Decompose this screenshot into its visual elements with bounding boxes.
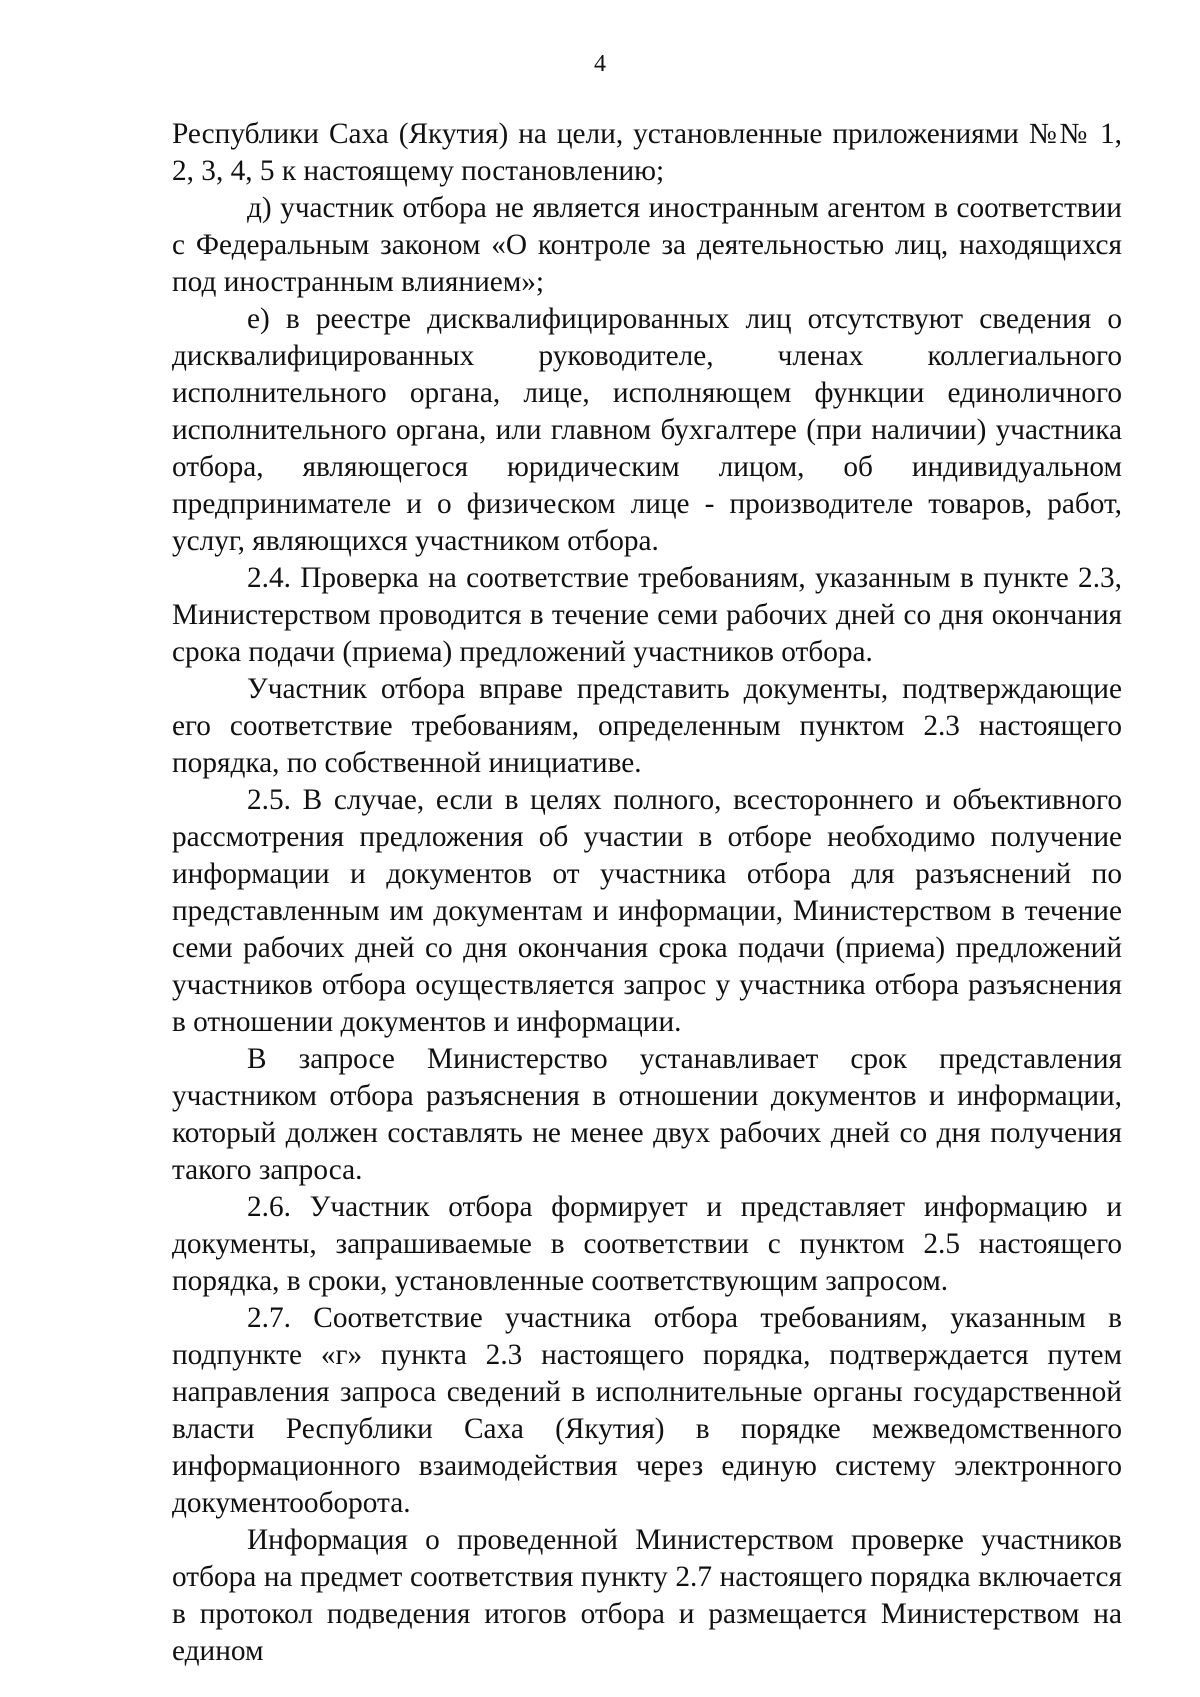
paragraph-continuation: Республики Саха (Якутия) на цели, установленные приложениями №№ 1, 2, 3, 4, 5 к настоящему постановлению; xyxy=(172,118,1122,187)
page-number: 4 xyxy=(594,51,606,77)
paragraph-item-d: д) участник отбора не является иностранным агентом в соответствии с Федеральным законом «О контроле за деятельностью лиц, находящихся под иностранным влиянием»; xyxy=(172,192,1122,298)
paragraph-item-e: е) в реестре дисквалифицированных лиц отсутствуют сведения о дисквалифицированных руководителе, членах коллегиального исполнительного органа, лице, исполняющем функции единоличного исполнительного органа, или главном бухгалтере (при наличии) участника отбора, являющегося юридическим лицом, об индивидуальном предпринимателе и о физическом лице - производителе товаров, работ, услуг, являющихся участником отбора. xyxy=(172,303,1122,557)
paragraph-2-4-initiative: Участник отбора вправе представить документы, подтверждающие его соответствие требованиям, определенным пунктом 2.3 настоящего порядка, по собственной инициативе. xyxy=(172,673,1122,779)
paragraph-2-7: 2.7. Соответствие участника отбора требованиям, указанным в подпункте «г» пункта 2.3 настоящего порядка, подтверждается путем направления запроса сведений в исполнительные органы государственной власти Республики Саха (Якутия) в порядке межведомственного информационного взаимодействия через единую систему электронного документооборота. xyxy=(172,1302,1122,1519)
paragraph-2-5-request-term: В запросе Министерство устанавливает срок представления участником отбора разъяснения в отношении документов и информации, который должен составлять не менее двух рабочих дней со дня получения такого запроса. xyxy=(172,1043,1122,1186)
paragraph-2-5: 2.5. В случае, если в целях полного, всестороннего и объективного рассмотрения предложения об участии в отборе необходимо получение информации и документов от участника отбора для разъяснений по представленным им документам и информации, Министерством в течение семи рабочих дней со дня окончания срока подачи (приема) предложений участников отбора осуществляется запрос у участника отбора разъяснения в отношении документов и информации. xyxy=(172,784,1122,1038)
paragraph-2-6: 2.6. Участник отбора формирует и представляет информацию и документы, запрашиваемые в соответствии с пунктом 2.5 настоящего порядка, в сроки, установленные соответствующим запросом. xyxy=(172,1191,1122,1297)
paragraph-2-4: 2.4. Проверка на соответствие требованиям, указанным в пункте 2.3, Министерством проводится в течение семи рабочих дней со дня окончания срока подачи (приема) предложений участников отбора. xyxy=(172,562,1122,668)
paragraph-2-7-information: Информация о проведенной Министерством проверке участников отбора на предмет соответствия пункту 2.7 настоящего порядка включается в протокол подведения итогов отбора и размещается Министерством на едином xyxy=(172,1524,1122,1667)
document-body xyxy=(172,116,1122,1670)
